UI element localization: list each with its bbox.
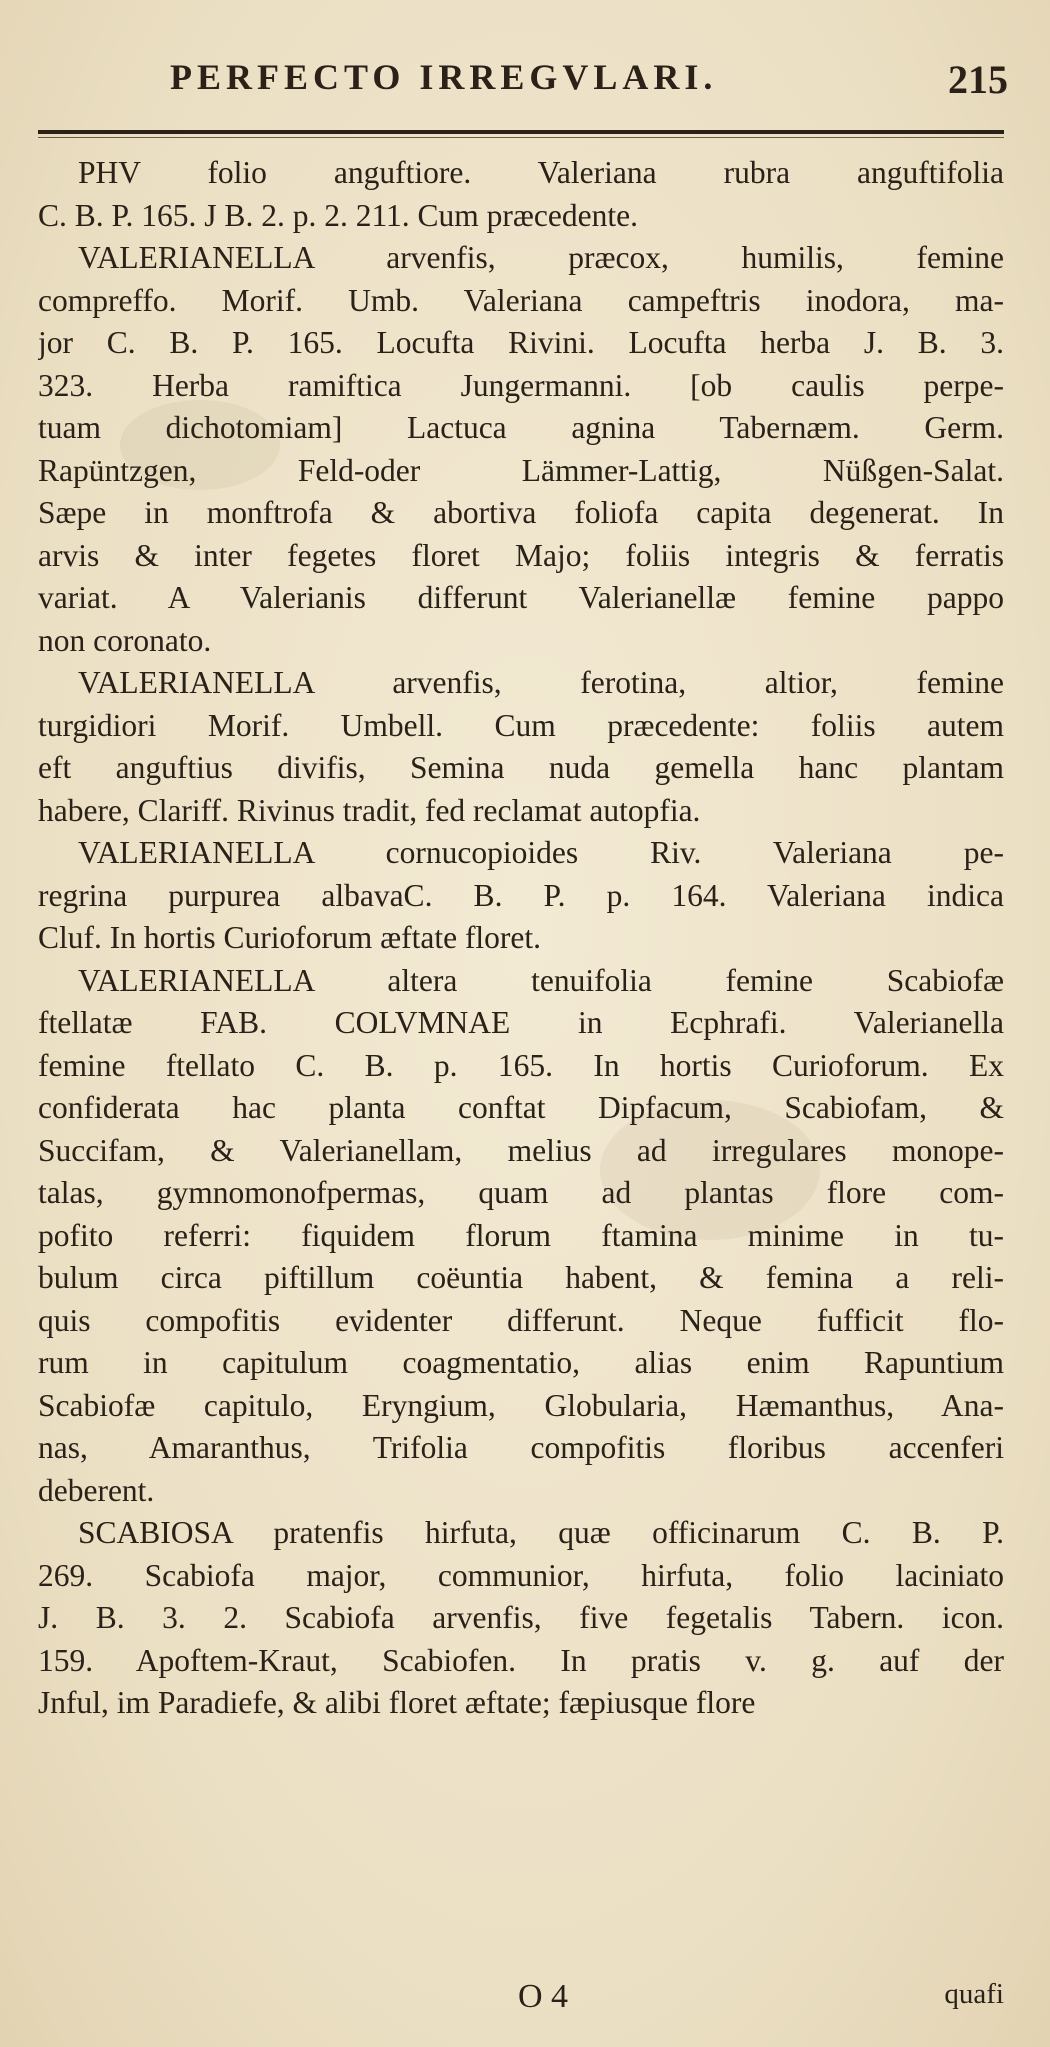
page-footer [38,1978,1004,2022]
text-line: turgidiori Morif. Umbell. Cum præcedente: foliis autem [38,707,1004,743]
text-line: rum in capitulum coagmentatio, alias enim Rapuntium [38,1345,1004,1380]
text-line: VALERIANELLA cornucopioides Riv. Valeriana pe- [78,835,1004,870]
text-line: SCABIOSA pratenfis hirfuta, quæ officinarum C. B. P. [78,1515,1004,1550]
signature-mark: O 4 [518,1978,569,2015]
text-line: VALERIANELLA arvenfis, præcox, humilis, femine [78,240,1004,275]
text-line: confiderata hac planta conftat Dipfacum, Scabiofam, & [38,1090,1004,1125]
header-rule [38,130,1004,134]
text-line: bulum circa piftillum coëuntia habent, & femina a reli- [38,1260,1004,1295]
page-header [40,56,1010,116]
text-line: arvis & inter fegetes floret Majo; foliis integris & ferratis [38,537,1004,573]
text-line: Cluf. In hortis Curioforum æftate floret. [38,920,542,955]
text-line: pofito referri: fiquidem florum ftamina minime in tu- [38,1217,1004,1253]
text-line: VALERIANELLA altera tenuifolia femine Scabiofæ [78,962,1004,998]
text-line: VALERIANELLA arvenfis, ferotina, altior, femine [78,665,1004,700]
text-line: 323. Herba ramiftica Jungermanni. [ob caulis perpe- [38,367,1004,403]
text-line: Jnful, im Paradiefe, & alibi floret æftate; fæpiusque flore [38,1685,756,1720]
text-line: non coronato. [38,622,212,658]
text-line: Rapüntzgen, Feld-oder Lämmer-Lattig, Nüßgen-Salat. [38,452,1004,488]
catchword: quafi [944,1978,1004,2010]
text-line: variat. A Valerianis differunt Valerianellæ femine pappo [38,580,1004,615]
header-rule-thin [38,137,1004,138]
text-line: Succifam, & Valerianellam, melius ad irregulares monope- [38,1132,1004,1168]
text-line: Sæpe in monftrofa & abortiva foliofa capita degenerat. In [38,495,1004,530]
text-line: nas, Amaranthus, Trifolia compofitis floribus accenferi [38,1430,1004,1465]
text-line: J. B. 3. 2. Scabiofa arvenfis, five fegetalis Tabern. icon. [38,1600,1004,1635]
text-line: quis compofitis evidenter differunt. Neque fufficit flo- [38,1302,1004,1338]
text-line: jor C. B. P. 165. Locufta Rivini. Locufta herba J. B. 3. [38,325,1004,360]
text-line: tuam dichotomiam] Lactuca agnina Tabernæm. Germ. [38,410,1004,445]
text-line: deberent. [38,1472,155,1508]
text-line: C. B. P. 165. J B. 2. p. 2. 211. Cum præcedente. [38,197,638,233]
text-line: habere, Clariff. Rivinus tradit, fed reclamat autopfia. [38,792,701,828]
text-line: 159. Apoftem-Kraut, Scabiofen. In pratis v. g. auf der [38,1642,1004,1678]
body-text [38,152,1004,1725]
text-line: PHV folio anguftiore. Valeriana rubra anguftifolia [78,155,1004,190]
text-line: ftellatæ FAB. COLVMNAE in Ecphrafi. Valerianella [38,1005,1004,1040]
text-line: 269. Scabiofa major, communior, hirfuta, folio laciniato [38,1557,1004,1593]
text-line: femine ftellato C. B. p. 165. In hortis Curioforum. Ex [38,1047,1004,1083]
text-line: compreffo. Morif. Umb. Valeriana campeftris inodora, ma- [38,282,1004,318]
text-line: regrina purpurea albavaC. B. P. p. 164. Valeriana indica [38,877,1004,913]
text-line: Scabiofæ capitulo, Eryngium, Globularia, Hæmanthus, Ana- [38,1387,1004,1423]
running-title: PERFECTO IRREGVLARI. [170,57,718,97]
text-line: talas, gymnomonofpermas, quam ad plantas flore com- [38,1175,1004,1210]
page-number: 215 [948,57,1008,102]
text-line: eft anguftius divifis, Semina nuda gemella hanc plantam [38,750,1004,785]
